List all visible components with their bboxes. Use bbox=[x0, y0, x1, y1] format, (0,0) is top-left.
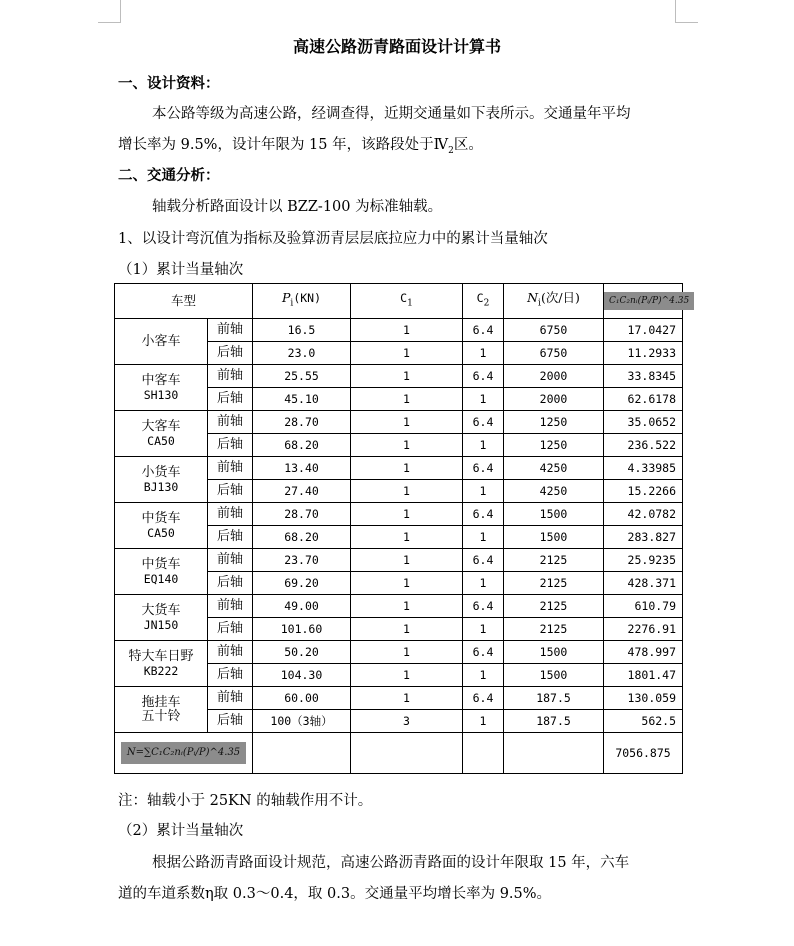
vehicle-model: CA50 bbox=[147, 433, 175, 448]
axle-cell: 后轴 bbox=[208, 526, 253, 549]
load-cell: 68.20 bbox=[253, 434, 351, 457]
equivalent-cell: 17.0427 bbox=[604, 319, 683, 342]
header-c2-sub: 2 bbox=[483, 298, 490, 309]
load-cell: 27.40 bbox=[253, 480, 351, 503]
c2-cell: 1 bbox=[463, 572, 504, 595]
page-corner-mark-right bbox=[675, 0, 698, 23]
table-row bbox=[115, 319, 683, 342]
c2-cell: 6.4 bbox=[463, 457, 504, 480]
section2-heading: 二、交通分析： bbox=[118, 167, 220, 184]
c2-cell: 6.4 bbox=[463, 503, 504, 526]
vehicle-name: 拖挂车 bbox=[141, 694, 181, 710]
c2-cell: 1 bbox=[463, 710, 504, 733]
c1-cell: 1 bbox=[351, 687, 463, 710]
page-corner-mark-left bbox=[98, 0, 121, 23]
c1-cell: 1 bbox=[351, 342, 463, 365]
table-row bbox=[115, 457, 683, 480]
equivalent-cell: 562.5 bbox=[604, 710, 683, 733]
equivalent-cell: 33.8345 bbox=[604, 365, 683, 388]
load-cell: 50.20 bbox=[253, 641, 351, 664]
load-cell: 101.60 bbox=[253, 618, 351, 641]
item1-heading: 1、以设计弯沉值为指标及验算沥青层层底拉应力中的累计当量轴次 bbox=[118, 231, 548, 247]
load-cell: 28.70 bbox=[253, 503, 351, 526]
table-row bbox=[115, 549, 683, 572]
count-cell: 4250 bbox=[504, 480, 604, 503]
load-cell: 13.40 bbox=[253, 457, 351, 480]
count-cell: 1500 bbox=[504, 664, 604, 687]
vehicle-name: 小客车 bbox=[141, 333, 181, 349]
vehicle-name: 小货车 bbox=[141, 464, 181, 480]
paragraph-line1: 根据公路沥青路面设计规范，高速公路沥青路面的设计年限取 15 年，六车 bbox=[152, 855, 630, 871]
count-cell: 2125 bbox=[504, 572, 604, 595]
header-c1-sub: 1 bbox=[407, 298, 413, 309]
axle-cell: 前轴 bbox=[208, 595, 253, 618]
vehicle-cell bbox=[115, 595, 208, 641]
vehicle-cell bbox=[115, 549, 208, 595]
axle-cell: 后轴 bbox=[208, 480, 253, 503]
total-row bbox=[115, 733, 683, 774]
header-n-symbol: N bbox=[527, 290, 539, 306]
equivalent-cell: 11.2933 bbox=[604, 342, 683, 365]
vehicle-name: 中货车 bbox=[141, 556, 181, 572]
header-p-sub: i bbox=[290, 298, 294, 309]
load-cell: 68.20 bbox=[253, 526, 351, 549]
vehicle-name: 大货车 bbox=[141, 602, 181, 618]
count-cell: 1250 bbox=[504, 434, 604, 457]
document-title: 高速公路沥青路面设计计算书 bbox=[292, 37, 501, 56]
c1-cell: 1 bbox=[351, 572, 463, 595]
empty-cell bbox=[253, 733, 351, 774]
load-cell: 69.20 bbox=[253, 572, 351, 595]
total-value: 7056.875 bbox=[604, 733, 683, 774]
vehicle-model: 五十铃 bbox=[141, 708, 181, 724]
axle-load-table bbox=[114, 283, 690, 774]
vehicle-model: BJ130 bbox=[143, 479, 179, 494]
count-cell: 2000 bbox=[504, 388, 604, 411]
count-cell: 2125 bbox=[504, 595, 604, 618]
table-row bbox=[115, 687, 683, 710]
axle-cell: 前轴 bbox=[208, 365, 253, 388]
header-n-unit: (次/日) bbox=[540, 290, 580, 306]
vehicle-cell bbox=[115, 319, 208, 365]
equivalent-cell: 62.6178 bbox=[604, 388, 683, 411]
load-cell: 23.70 bbox=[253, 549, 351, 572]
section1-paragraph-line2 bbox=[118, 133, 483, 156]
axle-cell: 后轴 bbox=[208, 342, 253, 365]
count-cell: 1500 bbox=[504, 526, 604, 549]
equivalent-cell: 283.827 bbox=[604, 526, 683, 549]
item1-subheading-2: （2）累计当量轴次 bbox=[118, 823, 244, 839]
equivalent-cell: 25.9235 bbox=[604, 549, 683, 572]
count-cell: 2125 bbox=[504, 549, 604, 572]
equivalent-cell: 1801.47 bbox=[604, 664, 683, 687]
count-cell: 2125 bbox=[504, 618, 604, 641]
header-c1 bbox=[351, 284, 463, 319]
load-cell: 49.00 bbox=[253, 595, 351, 618]
empty-cell bbox=[463, 733, 504, 774]
axle-cell: 后轴 bbox=[208, 710, 253, 733]
c2-cell: 1 bbox=[463, 664, 504, 687]
load-cell: 60.00 bbox=[253, 687, 351, 710]
total-formula-image: N=∑C₁C₂nᵢ(Pᵢ/P)^4.35 bbox=[121, 742, 246, 764]
c1-cell: 1 bbox=[351, 549, 463, 572]
c1-cell: 1 bbox=[351, 480, 463, 503]
c2-cell: 1 bbox=[463, 618, 504, 641]
count-cell: 2000 bbox=[504, 365, 604, 388]
vehicle-name: 中客车 bbox=[141, 372, 181, 388]
axle-cell: 前轴 bbox=[208, 503, 253, 526]
equivalent-cell: 610.79 bbox=[604, 595, 683, 618]
header-n-sub: i bbox=[538, 298, 541, 309]
vehicle-cell bbox=[115, 365, 208, 411]
table-row bbox=[115, 365, 683, 388]
section1-paragraph-line1: 本公路等级为高速公路，经调查得，近期交通量如下表所示。交通量年平均 bbox=[152, 106, 631, 122]
paragraph-line2: 道的车道系数η取 0.3～0.4，取 0.3。交通量平均增长率为 9.5%。 bbox=[118, 886, 552, 902]
load-cell: 100（3轴） bbox=[253, 710, 351, 733]
axle-cell: 前轴 bbox=[208, 319, 253, 342]
equivalent-cell: 4.33985 bbox=[604, 457, 683, 480]
section1-text-a: 增长率为 9.5%，设计年限为 15 年，该路段处于Ⅳ bbox=[118, 137, 449, 153]
axle-cell: 前轴 bbox=[208, 411, 253, 434]
count-cell: 6750 bbox=[504, 319, 604, 342]
table-note: 注：轴载小于 25KN 的轴载作用不计。 bbox=[118, 793, 373, 809]
c1-cell: 1 bbox=[351, 365, 463, 388]
c1-cell: 1 bbox=[351, 618, 463, 641]
axle-cell: 后轴 bbox=[208, 618, 253, 641]
c2-cell: 1 bbox=[463, 434, 504, 457]
load-cell: 16.5 bbox=[253, 319, 351, 342]
c2-cell: 6.4 bbox=[463, 549, 504, 572]
c1-cell: 1 bbox=[351, 641, 463, 664]
header-c2 bbox=[463, 284, 504, 319]
total-formula-cell bbox=[115, 733, 253, 774]
vehicle-model: KB222 bbox=[143, 663, 179, 678]
count-cell: 6750 bbox=[504, 342, 604, 365]
c2-cell: 1 bbox=[463, 388, 504, 411]
count-cell: 187.5 bbox=[504, 710, 604, 733]
count-cell: 187.5 bbox=[504, 687, 604, 710]
axle-cell: 后轴 bbox=[208, 572, 253, 595]
c1-cell: 3 bbox=[351, 710, 463, 733]
c2-cell: 6.4 bbox=[463, 319, 504, 342]
equivalent-cell: 15.2266 bbox=[604, 480, 683, 503]
header-formula-image: C₁C₂nᵢ(Pᵢ/P)^4.35 bbox=[604, 292, 694, 310]
c2-cell: 1 bbox=[463, 342, 504, 365]
header-vehicle: 车型 bbox=[115, 284, 253, 319]
axle-cell: 前轴 bbox=[208, 457, 253, 480]
header-equivalent bbox=[604, 284, 690, 319]
item1-subheading-1: （1）累计当量轴次 bbox=[118, 262, 244, 278]
vehicle-cell bbox=[115, 503, 208, 549]
count-cell: 1500 bbox=[504, 503, 604, 526]
c2-cell: 6.4 bbox=[463, 411, 504, 434]
c2-cell: 6.4 bbox=[463, 687, 504, 710]
count-cell: 4250 bbox=[504, 457, 604, 480]
axle-cell: 前轴 bbox=[208, 641, 253, 664]
header-c1-symbol: C bbox=[400, 291, 408, 306]
header-count bbox=[504, 284, 604, 319]
count-cell: 1250 bbox=[504, 411, 604, 434]
axle-cell: 后轴 bbox=[208, 664, 253, 687]
c1-cell: 1 bbox=[351, 388, 463, 411]
vehicle-cell bbox=[115, 411, 208, 457]
load-cell: 104.30 bbox=[253, 664, 351, 687]
zone-subscript: 2 bbox=[448, 145, 454, 156]
vehicle-name: 大客车 bbox=[141, 418, 181, 434]
equivalent-cell: 478.997 bbox=[604, 641, 683, 664]
vehicle-cell bbox=[115, 457, 208, 503]
axle-cell: 前轴 bbox=[208, 687, 253, 710]
load-cell: 28.70 bbox=[253, 411, 351, 434]
c1-cell: 1 bbox=[351, 411, 463, 434]
table-row bbox=[115, 641, 683, 664]
c1-cell: 1 bbox=[351, 664, 463, 687]
equivalent-cell: 428.371 bbox=[604, 572, 683, 595]
vehicle-model: EQ140 bbox=[143, 571, 179, 586]
c2-cell: 6.4 bbox=[463, 365, 504, 388]
table-row bbox=[115, 411, 683, 434]
header-p-unit: (KN) bbox=[293, 291, 322, 306]
vehicle-model: SH130 bbox=[143, 387, 179, 402]
axle-cell: 后轴 bbox=[208, 434, 253, 457]
vehicle-model: CA50 bbox=[147, 525, 175, 540]
c2-cell: 6.4 bbox=[463, 641, 504, 664]
c1-cell: 1 bbox=[351, 503, 463, 526]
c1-cell: 1 bbox=[351, 526, 463, 549]
equivalent-cell: 35.0652 bbox=[604, 411, 683, 434]
axle-cell: 前轴 bbox=[208, 549, 253, 572]
axle-cell: 后轴 bbox=[208, 388, 253, 411]
equivalent-cell: 130.059 bbox=[604, 687, 683, 710]
vehicle-cell bbox=[115, 641, 208, 687]
equivalent-cell: 2276.91 bbox=[604, 618, 683, 641]
equivalent-cell: 236.522 bbox=[604, 434, 683, 457]
c2-cell: 1 bbox=[463, 526, 504, 549]
vehicle-name: 中货车 bbox=[141, 510, 181, 526]
load-cell: 45.10 bbox=[253, 388, 351, 411]
empty-cell bbox=[504, 733, 604, 774]
header-p-symbol: P bbox=[282, 290, 291, 306]
header-c2-symbol: C bbox=[476, 291, 484, 306]
c1-cell: 1 bbox=[351, 595, 463, 618]
header-load bbox=[253, 284, 351, 319]
vehicle-name: 特大车日野 bbox=[128, 648, 194, 664]
c2-cell: 6.4 bbox=[463, 595, 504, 618]
vehicle-cell bbox=[115, 687, 208, 733]
c1-cell: 1 bbox=[351, 319, 463, 342]
count-cell: 1500 bbox=[504, 641, 604, 664]
table-header-row bbox=[115, 284, 683, 319]
empty-cell bbox=[351, 733, 463, 774]
section2-paragraph: 轴载分析路面设计以 BZZ-100 为标准轴载。 bbox=[152, 199, 443, 215]
c1-cell: 1 bbox=[351, 457, 463, 480]
section1-heading: 一、设计资料： bbox=[118, 75, 220, 92]
equivalent-cell: 42.0782 bbox=[604, 503, 683, 526]
table-row bbox=[115, 503, 683, 526]
vehicle-model: JN150 bbox=[143, 617, 179, 632]
c2-cell: 1 bbox=[463, 480, 504, 503]
section1-text-b: 区。 bbox=[453, 137, 483, 153]
load-cell: 23.0 bbox=[253, 342, 351, 365]
table-row bbox=[115, 595, 683, 618]
c1-cell: 1 bbox=[351, 434, 463, 457]
load-cell: 25.55 bbox=[253, 365, 351, 388]
